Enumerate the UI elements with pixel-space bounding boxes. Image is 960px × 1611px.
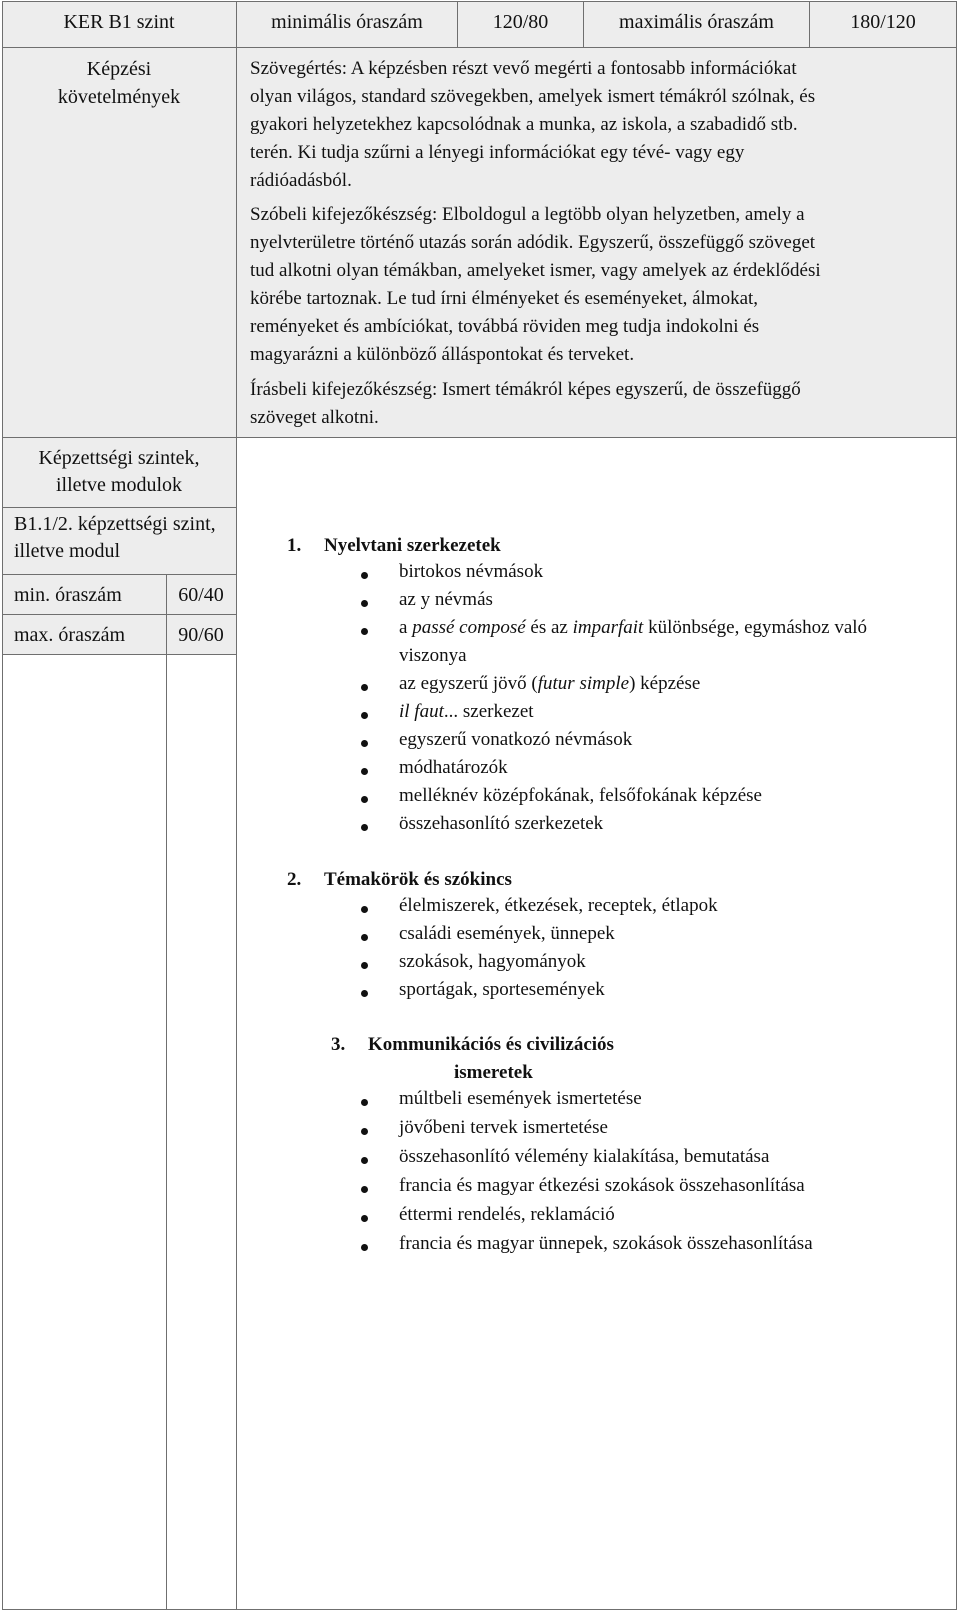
list-item: jövőbeni tervek ismertetése [399,1117,608,1138]
levels-row-divider [2,507,237,508]
bullet-icon [361,600,368,607]
levels-label-line-2: illetve modulok [55,474,183,496]
max-row-divider [2,654,237,655]
bullet-icon [361,768,368,775]
list-item: a passé composé és az imparfait különbsége, egymáshoz való [399,617,868,638]
bullet-icon [361,990,368,997]
min-hours-value: 120/80 [492,11,549,33]
list-item: sportágak, sportesemények [399,979,605,1000]
module-min-hours-value: 60/40 [178,584,224,606]
bullet-icon [361,572,368,579]
table-border-left [2,1,3,1610]
bullet-icon [361,1215,368,1222]
speaking-line-4: körébe tartoznak. Le tud írni élményeket és eseményeket, álmokat, [250,288,759,309]
list-item: összehasonlító vélemény kialakítása, bemutatása [399,1146,770,1167]
list-item: melléknév középfokának, felsőfokának képzése [399,785,762,806]
list-item: egyszerű vonatkozó névmások [399,729,633,750]
table-border-top [2,1,957,2]
bullet-icon [361,740,368,747]
section-3-title-line-2: ismeretek [454,1062,533,1083]
requirements-row-divider [2,437,957,438]
bullet-icon [361,628,368,635]
list-item: éttermi rendelés, reklamáció [399,1204,615,1225]
bullet-icon [361,934,368,941]
levels-label-line-1: Képzettségi szintek, [38,447,200,469]
bullet-icon [361,712,368,719]
list-item: családi események, ünnepek [399,923,615,944]
bullet-icon [361,796,368,803]
table-border-right [956,1,957,1610]
list-item: szokások, hagyományok [399,951,586,972]
min-row-divider [2,614,237,615]
speaking-line-6: magyarázni a különböző álláspontokat és terveket. [250,344,635,365]
bullet-icon [361,962,368,969]
list-item: francia és magyar ünnepek, szokások összehasonlítása [399,1233,813,1254]
speaking-line-2: nyelvterületre történő utazás során adódik. Egyszerű, összefüggő szöveget [250,232,816,253]
list-item: módhatározók [399,757,508,778]
bullet-icon [361,1157,368,1164]
list-item: az y névmás [399,589,493,610]
module-max-hours-label: max. óraszám [14,624,126,646]
header-row-divider [2,47,957,48]
list-item: múltbeli események ismertetése [399,1088,642,1109]
section-3-number: 3. [331,1034,346,1055]
list-item: il faut... szerkezet [399,701,534,722]
list-item: összehasonlító szerkezetek [399,813,604,834]
reading-line-5: rádióadásból. [250,170,352,191]
module-row-divider [2,574,237,575]
section-1-number: 1. [287,535,302,556]
speaking-line-5: reményeket és ambíciókat, továbbá röviden meg tudja indokolni és [250,316,760,337]
bullet-icon [361,1186,368,1193]
hours-column-divider [166,574,167,1610]
speaking-line-1: Szóbeli kifejezőkészség: Elboldogul a legtöbb olyan helyzetben, amely a [250,204,805,225]
bullet-icon [361,906,368,913]
speaking-line-3: tud alkotni olyan témákban, amelyeket ismer, vagy amelyek az érdeklődési [250,260,821,281]
writing-line-1: Írásbeli kifejezőkészség: Ismert témákról képes egyszerű, de összefüggő [250,379,801,400]
list-item: francia és magyar étkezési szokások összehasonlítása [399,1175,805,1196]
reading-line-2: olyan világos, standard szövegekben, amelyek ismert témákról szólnak, és [250,86,816,107]
max-hours-value: 180/120 [850,11,916,33]
module-max-hours-value: 90/60 [178,624,224,646]
bullet-icon [361,1128,368,1135]
section-2-number: 2. [287,869,302,890]
requirements-label-line-1: Képzési [86,58,152,80]
requirements-label-line-2: követelmények [57,86,181,108]
bullet-icon [361,684,368,691]
section-1-title: Nyelvtani szerkezetek [324,535,501,556]
list-item-continuation: viszonya [399,645,467,666]
bullet-icon [361,1099,368,1106]
min-hours-label: minimális óraszám [271,11,423,33]
main-column-divider [236,1,237,1610]
bullet-icon [361,1244,368,1251]
list-item: birtokos névmások [399,561,544,582]
reading-line-1: Szövegértés: A képzésben részt vevő megérti a fontosabb információkat [250,58,797,79]
module-label-line-2: illetve modul [14,540,121,562]
list-item: élelmiszerek, étkezések, receptek, étlapok [399,895,718,916]
list-item: az egyszerű jövő (futur simple) képzése [399,673,701,694]
section-3-title: Kommunikációs és civilizációs [368,1034,614,1055]
max-hours-label: maximális óraszám [619,11,774,33]
reading-line-4: terén. Ki tudja szűrni a lényegi információkat egy tévé- vagy egy [250,142,745,163]
writing-line-2: szöveget alkotni. [250,407,379,428]
module-min-hours-label: min. óraszám [14,584,122,606]
module-label-line-1: B1.1/2. képzettségi szint, [14,513,216,535]
section-2-title: Témakörök és szókincs [324,869,512,890]
bullet-icon [361,824,368,831]
reading-line-3: gyakori helyzetekhez kapcsolódnak a munka, az iskola, a szabadidő stb. [250,114,798,135]
level-title: KER B1 szint [63,11,175,33]
table-border-bottom [2,1609,957,1610]
